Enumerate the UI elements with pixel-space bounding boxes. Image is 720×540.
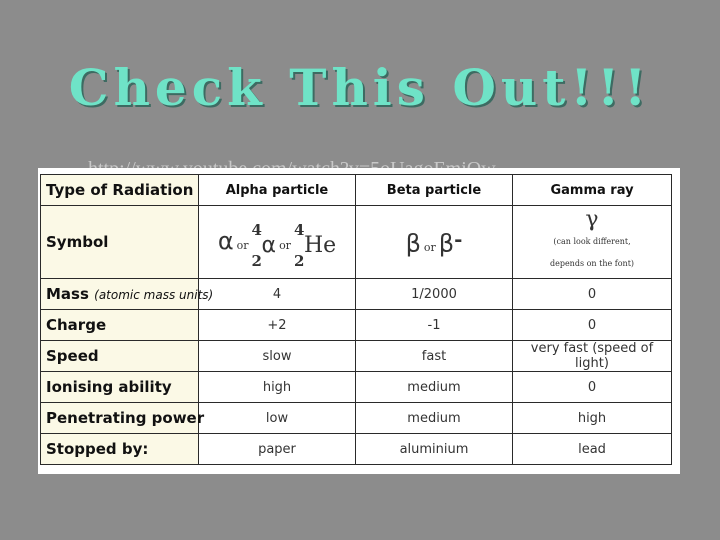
alpha-nuclide — [251, 220, 277, 270]
row-label: Charge — [41, 310, 199, 341]
cell-beta: fast — [356, 341, 513, 372]
alpha-symbol-cell — [199, 206, 356, 279]
beta-symbol-cell — [356, 206, 513, 279]
gamma-note-line1: (can look different, — [553, 237, 631, 246]
header-type: Type of Radiation — [41, 175, 199, 206]
cell-gamma: 0 — [513, 310, 672, 341]
cell-gamma: lead — [513, 434, 672, 465]
alpha-glyph: α — [217, 226, 234, 255]
cell-beta: medium — [356, 403, 513, 434]
mass-label: Mass — [46, 285, 89, 303]
speed-row — [41, 341, 672, 372]
helium-nuclide — [293, 220, 337, 270]
mass-beta: 1/2000 — [356, 279, 513, 310]
alpha-glyph-2: α — [261, 232, 277, 258]
table-header-row — [41, 175, 672, 206]
cell-beta: -1 — [356, 310, 513, 341]
radiation-table — [40, 174, 672, 465]
symbol-label: Symbol — [41, 206, 199, 279]
mass-gamma: 0 — [513, 279, 672, 310]
slide-title: Check This Out!!! — [68, 58, 652, 117]
he-atomic-number: 2 — [293, 251, 305, 270]
penetrating-row — [41, 403, 672, 434]
helium-symbol: He — [303, 232, 337, 258]
or-text-2: or — [279, 238, 291, 252]
cell-alpha: low — [199, 403, 356, 434]
cell-gamma: high — [513, 403, 672, 434]
cell-alpha: slow — [199, 341, 356, 372]
cell-alpha: +2 — [199, 310, 356, 341]
alpha-mass-number: 4 — [251, 220, 262, 239]
row-label: Ionising ability — [41, 372, 199, 403]
or-text-3: or — [423, 241, 436, 255]
header-gamma: Gamma ray — [513, 175, 672, 206]
or-text: or — [236, 238, 249, 252]
ionising-row — [41, 372, 672, 403]
beta-minus-sign: - — [454, 226, 463, 251]
row-label: Speed — [41, 341, 199, 372]
mass-unit: (atomic mass units) — [94, 288, 214, 302]
radiation-table-image — [38, 168, 680, 474]
mass-label-cell — [41, 279, 214, 310]
header-alpha: Alpha particle — [199, 175, 356, 206]
mass-row — [41, 279, 672, 310]
cell-beta: aluminium — [356, 434, 513, 465]
gamma-note-line2: depends on the font) — [549, 259, 635, 268]
gamma-symbol-cell — [513, 206, 672, 279]
beta-glyph-2: β — [438, 229, 455, 258]
stopped-by-row — [41, 434, 672, 465]
row-label: Penetrating power — [41, 403, 199, 434]
cell-gamma: very fast (speed of light) — [513, 341, 672, 372]
alpha-atomic-number: 2 — [251, 251, 262, 270]
header-beta: Beta particle — [356, 175, 513, 206]
row-label: Stopped by: — [41, 434, 199, 465]
cell-beta: medium — [356, 372, 513, 403]
gamma-glyph: γ — [585, 207, 599, 232]
cell-gamma: 0 — [513, 372, 672, 403]
beta-glyph: β — [405, 229, 421, 258]
symbol-row — [41, 206, 672, 279]
he-mass-number: 4 — [293, 220, 305, 239]
cell-alpha: high — [199, 372, 356, 403]
mass-alpha: 4 — [199, 279, 356, 310]
charge-row — [41, 310, 672, 341]
cell-alpha: paper — [199, 434, 356, 465]
